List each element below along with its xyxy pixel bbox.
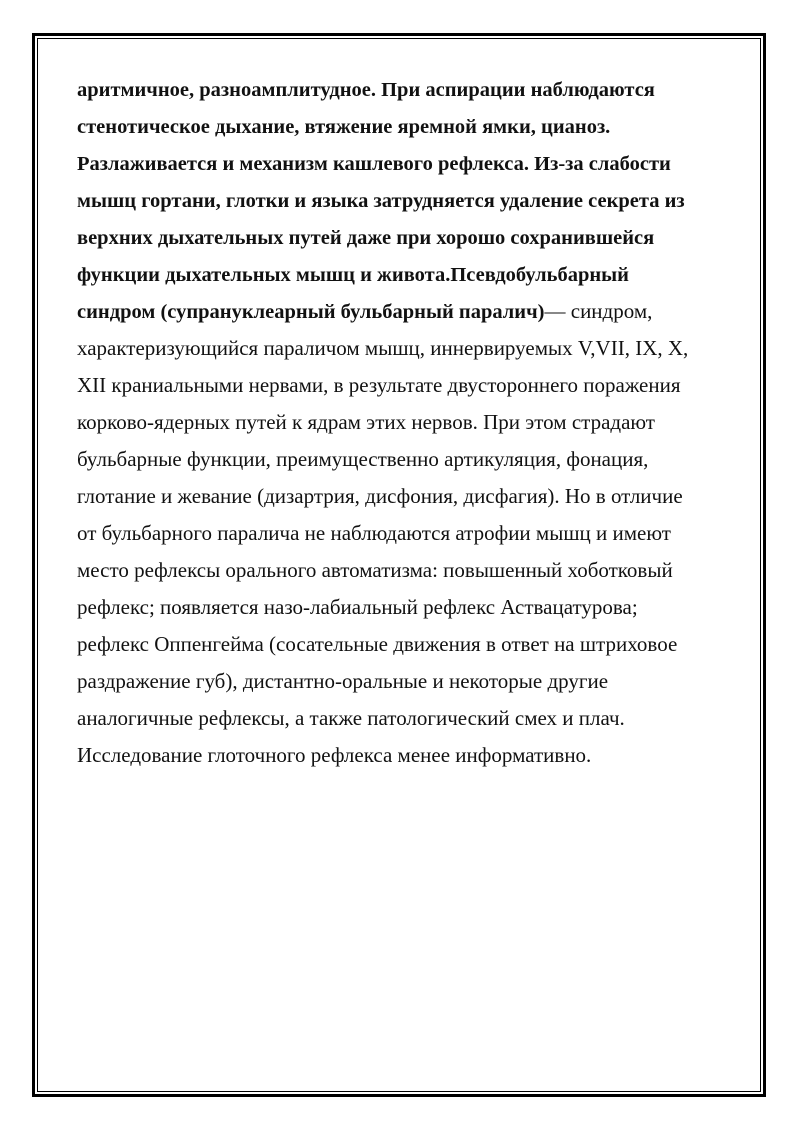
text-line-5	[77, 219, 727, 256]
normal-text: место рефлексы орального автоматизма: повышенный хоботковый	[77, 558, 673, 582]
bold-text: синдром (супрануклеарный бульбарный паралич)	[77, 301, 545, 323]
bold-text: Разлаживается и механизм кашлевого рефлекса. Из-за слабости	[77, 153, 671, 175]
normal-text: аналогичные рефлексы, а также патологический смех и плач.	[77, 706, 625, 730]
normal-text: — синдром,	[544, 299, 653, 323]
normal-text: рефлекс Оппенгейма (сосательные движения в ответ на штриховое	[77, 632, 678, 656]
text-line-17	[77, 663, 727, 700]
text-line-2	[77, 108, 727, 145]
bold-text: стенотическое дыхание, втяжение яремной ямки, цианоз.	[77, 116, 611, 138]
text-line-13	[77, 515, 727, 552]
bold-text: верхних дыхательных путей даже при хорошо сохранившейся	[77, 227, 655, 249]
text-line-11	[77, 441, 727, 478]
normal-text: Исследование глоточного рефлекса менее информативно.	[77, 743, 592, 767]
bold-text: аритмичное, разноамплитудное. При аспирации наблюдаются	[77, 79, 655, 101]
text-line-3	[77, 145, 727, 182]
text-line-9	[77, 367, 727, 404]
text-line-12	[77, 478, 727, 515]
bold-text: мышц гортани, глотки и языка затрудняется удаление секрета из	[77, 190, 685, 212]
text-line-7	[77, 293, 727, 330]
text-line-4	[77, 182, 727, 219]
text-line-15	[77, 589, 727, 626]
body-text	[77, 71, 727, 774]
text-line-1	[77, 71, 727, 108]
normal-text: корково-ядерных путей к ядрам этих нервов. При этом страдают	[77, 410, 655, 434]
text-line-6	[77, 256, 727, 293]
normal-text: характеризующийся параличом мышц, иннервируемых V,VII, IX, X,	[77, 336, 689, 360]
text-line-10	[77, 404, 727, 441]
bold-text: функции дыхательных мышц и живота.Псевдобульбарный	[77, 264, 629, 286]
text-line-19	[77, 737, 727, 774]
text-line-16	[77, 626, 727, 663]
normal-text: от бульбарного паралича не наблюдаются атрофии мышц и имеют	[77, 521, 671, 545]
normal-text: глотание и жевание (дизартрия, дисфония, дисфагия). Но в отличие	[77, 484, 683, 508]
normal-text: XII краниальными нервами, в результате двустороннего поражения	[77, 373, 681, 397]
text-line-14	[77, 552, 727, 589]
normal-text: раздражение губ), дистантно-оральные и некоторые другие	[77, 669, 609, 693]
text-line-8	[77, 330, 727, 367]
text-line-18	[77, 700, 727, 737]
normal-text: бульбарные функции, преимущественно артикуляция, фонация,	[77, 447, 649, 471]
normal-text: рефлекс; появляется назо-лабиальный рефлекс Аствацатурова;	[77, 595, 638, 619]
